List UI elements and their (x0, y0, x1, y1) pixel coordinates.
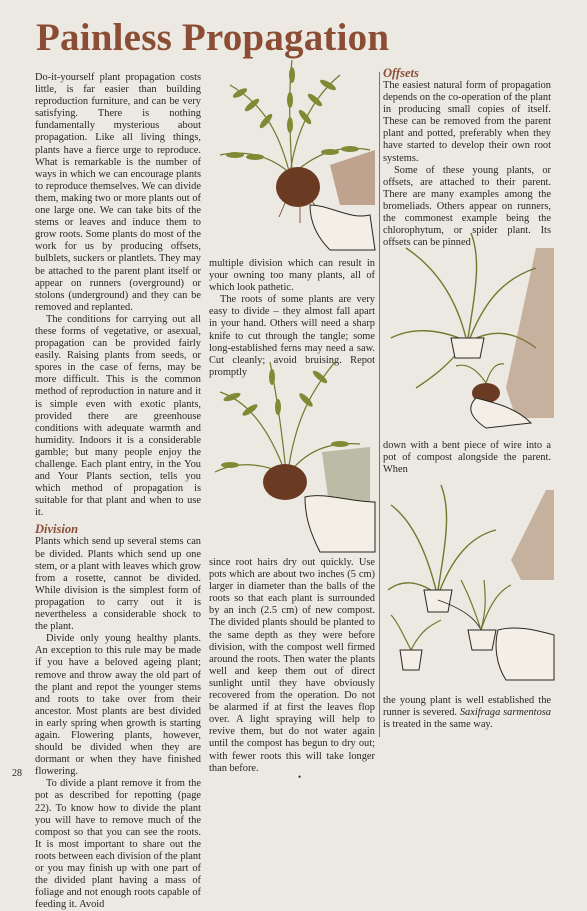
division-paragraph-3: To divide a plant remove it from the pot as described for repotting (page 22). To know how to divide the plant you will have to remove much of the compost so that you can see the roots. It is most important to share out the roots between each division of the plant or you may finish up with one part of the divided plant having a mass of foliage and not enough roots capable of feeding it. Avoid (35, 778, 201, 911)
offsets-paragraph-2: Some of these young plants, or offsets, are attached to their parent. There are many examples among the bromeliads. Others appear on runners, the commonest example being the chlorophytum, or spider plant. Its offsets can be pinned (383, 164, 551, 249)
column-divider (379, 72, 380, 737)
intro-paragraph: Do-it-yourself plant propagation costs little, is far easier than building reproduction furniture, and can be very satisfying. There is nothing fundamentally mysterious about propagation. Like all living things, plants have a fierce urge to reproduce. What is remarkable is the number of ways in which we can encourage plants to reproduce themselves. We can divide them, making two or more plants out of one large one. We can take bits of the stems or leaves and induce them to grow roots. Some plants do most of the work for us by producing offsets, bulblets, suckers or plantlets. They may be attached to the parent plant itself or appear on runners (overground) or stolons (underground) and they can be removed and replanted. (35, 72, 201, 313)
offsets-paragraph-1: The easiest natural form of propagation depends on the co-operation of the plant in producing small copies of itself. These can be removed from the parent plant and potted, preferably when they have started to develop their own root systems. (383, 80, 551, 164)
spider-plant-runner-illustration (386, 480, 554, 690)
page-number: 28 (12, 768, 22, 779)
division-paragraph-2: Divide only young healthy plants. An exception to this rule may be made if you have a beloved ageing plant; remove and throw away the old part of the plant and repot the younger stems and roots to take over from their ancestor. Most plants are best divided in early spring when growth is starting again. Flowering plants, however, should be divided when they are dormant or when they have finished flowering. (35, 633, 201, 778)
column-3-text-c (383, 695, 551, 737)
fern-division-illustration-1 (210, 55, 378, 250)
division-heading: Division (35, 522, 79, 537)
page-title: Painless Propagation (36, 16, 390, 59)
text-run: is treated in the same way. (383, 719, 493, 731)
column-3-text-b (383, 440, 551, 476)
division-paragraph-1: Plants which send up several stems can be divided. Plants which send up one stem, or a plant with leaves which grow from a rosette, cannot be divided. While division is the simplest form of propagation to carry out it is nevertheless a considerable shock to the plant. (35, 536, 201, 633)
conditions-paragraph: The conditions for carrying out all these forms of vegetative, or asexual, propagation can be provided fairly easily. Raising plants from seeds, or spores in the case of ferns, may be more difficult. This is the common method of reproduction in nature and it is simple even with exotic plants, provided there are greenhouse conditions with adequate warmth and humidity. Indoors it is a considerable gamble; but many people enjoy the challenge. Each plant entry, in the You and Your Plants section, tells you which method of propagation is suitable for that plant and when to use it. (35, 313, 201, 519)
offsets-paragraph-end (383, 695, 551, 731)
fern-division-illustration-2 (210, 352, 378, 552)
column-1 (35, 72, 201, 911)
spider-plant-offset-illustration (386, 228, 554, 433)
footer-mark: • (298, 772, 302, 782)
column-2-text-a (209, 258, 375, 378)
plant-name: Saxifraga sarmentosa (459, 707, 552, 719)
column-3-text-a (383, 66, 551, 249)
column-2-paragraph: multiple division which can result in your owning too many plants, all of which look pathetic. (209, 258, 375, 294)
offsets-paragraph-continued: down with a bent piece of wire into a pot of compost alongside the parent. When (383, 440, 551, 476)
text-run: the young plant is well established the runner is severed. (383, 695, 551, 719)
column-2-paragraph: since root hairs dry out quickly. Use pots which are about two inches (5 cm) larger in diameter than the balls of the roots so that each plant is surrounded by an inch (2.5 cm) of new compost. The divided plants should be planted to the same depth as they were before division, with the compost well firmed around the roots. Then water the plants well and keep them out of direct sunlight until they have obviously recovered from the operation. Do not be alarmed if at first the leaves flop over. A light spraying will help to revive them, but do not water again until the compost has begun to dry out; with fewer roots this will take longer than before. (209, 557, 375, 774)
offsets-heading: Offsets (383, 66, 419, 80)
column-2-paragraph: The roots of some plants are very easy to divide – they almost fall apart in your hand. Others will need a sharp knife to cut through the tangle; some long-established ferns may need a saw. Cut cleanly; avoid bruising. Repot promptly (209, 294, 375, 378)
column-2-text-b (209, 557, 375, 774)
